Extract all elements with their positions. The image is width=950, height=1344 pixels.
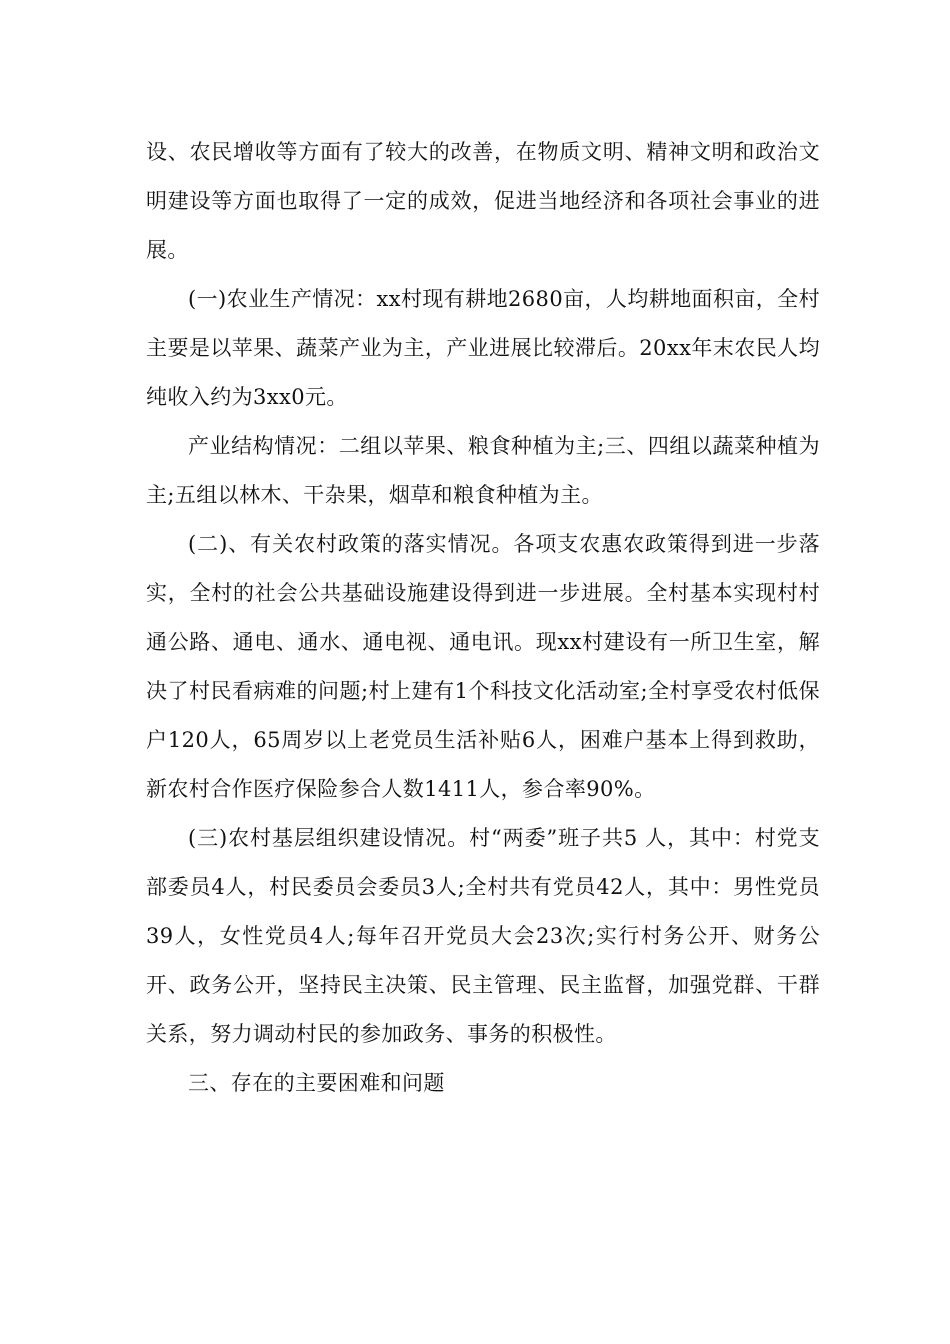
paragraph-policy: (二)、有关农村政策的落实情况。各项支农惠农政策得到进一步落实，全村的社会公共基础设施建设得到进一步进展。全村基本实现村村通公路、通电、通水、通电视、通电讯。现xx村建设有一所卫生室，解决了村民看病难的问题;村上建有1个科技文化活动室;全村享受农村低保户120人，65周岁以上老党员生活补贴6人，困难户基本上得到救助，新农村合作医疗保险参合人数1411人，参合率90%。 bbox=[146, 532, 820, 801]
paragraph-industry-structure: 产业结构情况：二组以苹果、粮食种植为主;三、四组以蔬菜种植为主;五组以林木、干杂果，烟草和粮食种植为主。 bbox=[146, 434, 820, 507]
paragraph-agriculture: (一)农业生产情况：xx村现有耕地2680亩，人均耕地面积亩，全村主要是以苹果、蔬菜产业为主，产业进展比较滞后。20xx年末农民人均纯收入约为3xx0元。 bbox=[146, 287, 820, 409]
paragraph-continuation: 设、农民增收等方面有了较大的改善，在物质文明、精神文明和政治文明建设等方面也取得了一定的成效，促进当地经济和各项社会事业的进展。 bbox=[146, 140, 820, 262]
paragraph-organization: (三)农村基层组织建设情况。村“两委”班子共5 人，其中：村党支部委员4人，村民委员会委员3人;全村共有党员42人，其中：男性党员39人，女性党员4人;每年召开党员大会23次;实行村务公开、财务公开、政务公开，坚持民主决策、民主管理、民主监督，加强党群、干群关系，努力调动村民的参加政务、事务的积极性。 bbox=[146, 826, 820, 1046]
section-heading: 三、存在的主要困难和问题 bbox=[188, 1071, 445, 1095]
document-body bbox=[146, 128, 820, 1108]
